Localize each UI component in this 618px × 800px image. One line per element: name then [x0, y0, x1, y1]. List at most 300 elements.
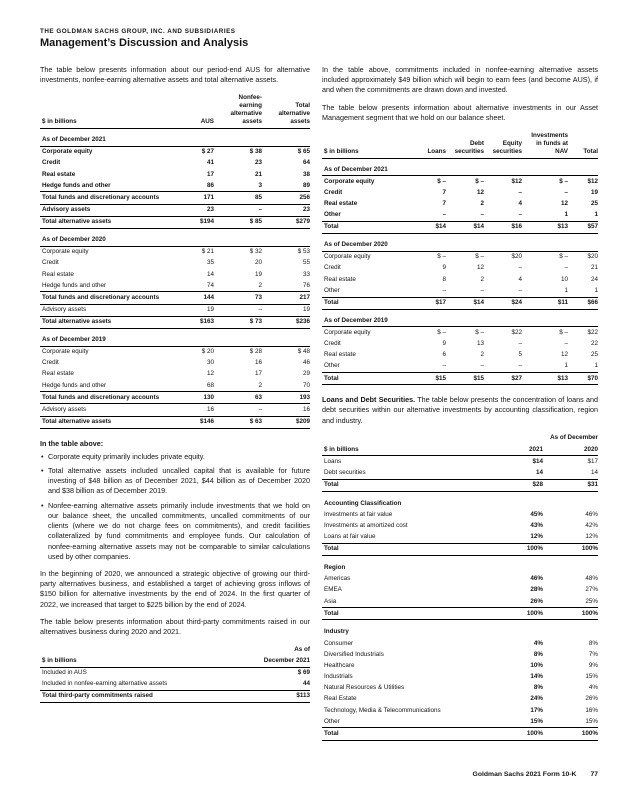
table-row	[40, 146, 310, 158]
table-row	[322, 274, 598, 285]
cell-value: 12	[206, 370, 214, 378]
table-row	[322, 683, 598, 694]
intro-paragraph: The table below presents information about our period-end AUS for alternative investments, nonfee-earning alternative assets and total alternative assets.	[40, 65, 310, 85]
cell-value: 22	[590, 340, 598, 348]
cell-value: –	[518, 188, 522, 196]
table-row	[322, 327, 598, 339]
column-header: Loans	[410, 130, 446, 158]
cell-value: 12	[476, 188, 484, 196]
cell-value: 14%	[530, 673, 543, 681]
cell-value: 46%	[530, 575, 543, 583]
loans-debt-paragraph	[322, 395, 598, 426]
row-label: Industrials	[324, 673, 353, 681]
cell-value: 24%	[530, 695, 543, 703]
cell-value: $ –	[475, 328, 484, 336]
row-label: Corporate equity	[324, 328, 371, 336]
cell-value: $ 85	[214, 216, 262, 228]
cell-value: $163	[166, 316, 214, 328]
cell-value: $12	[587, 177, 598, 185]
cell-value: 16%	[585, 706, 599, 714]
page-header	[40, 28, 598, 49]
cell-value: 1	[594, 211, 598, 219]
total-row	[322, 221, 598, 233]
column-group-row	[322, 433, 598, 444]
cell-value: $66	[568, 297, 598, 309]
row-label: Loans at fair value	[324, 533, 376, 541]
column-group-header: As of	[294, 645, 310, 653]
table-row	[322, 176, 598, 188]
row-label: Advisory assets	[42, 306, 87, 314]
row-label: Advisory assets	[42, 405, 87, 413]
cell-value: 1	[564, 211, 568, 219]
section-header-row	[322, 491, 598, 509]
cell-value: 45%	[530, 510, 543, 518]
total-row	[40, 416, 310, 428]
cell-value: $28	[488, 479, 543, 491]
cell-value: 1	[564, 362, 568, 370]
cell-value: $ 28	[249, 348, 262, 356]
row-label: Total	[322, 608, 488, 620]
row-label: Debt securities	[324, 468, 366, 476]
row-label: Corporate equity	[42, 148, 93, 156]
cell-value: 9	[442, 340, 446, 348]
cell-value: 76	[302, 281, 310, 289]
money-label: $ in billions	[322, 444, 488, 456]
table-row	[322, 596, 598, 608]
cell-value: 2	[480, 351, 484, 359]
cell-value: $ –	[475, 253, 484, 261]
total-row	[322, 373, 598, 385]
row-label: Investments at amortized cost	[324, 522, 408, 530]
section-header-row	[322, 556, 598, 574]
cell-value: 19	[302, 306, 310, 314]
cell-value: $70	[568, 373, 598, 385]
table-row	[40, 369, 310, 380]
cell-value: 10%	[530, 661, 543, 669]
cell-value: 73	[214, 292, 262, 304]
data-table	[40, 92, 310, 428]
row-label: Other	[324, 211, 341, 219]
cell-value: $15	[410, 373, 446, 385]
cell-value: $ 73	[214, 316, 262, 328]
table-row	[322, 263, 598, 274]
cell-value: $ 21	[201, 248, 214, 256]
cell-value: 17	[254, 370, 262, 378]
column-header: Nonfee-earning alternative assets	[214, 92, 262, 128]
cell-value: $ 53	[297, 248, 310, 256]
row-label: Credit	[42, 259, 59, 267]
total-row	[322, 728, 598, 740]
row-label: Total funds and discretionary accounts	[40, 192, 166, 204]
cell-value: 89	[302, 181, 310, 189]
table-row	[322, 585, 598, 596]
row-label: Included in nonfee-earning alternative assets	[42, 680, 168, 688]
row-label: Corporate equity	[324, 253, 371, 261]
table-row	[322, 509, 598, 520]
cell-value: 17%	[530, 706, 543, 714]
cell-value: $ 27	[201, 148, 214, 156]
table-row	[322, 210, 598, 222]
cell-value: 74	[206, 281, 214, 289]
table-row	[322, 694, 598, 705]
cell-value: 171	[166, 192, 214, 204]
two-column-layout	[40, 65, 598, 751]
spacer-cell	[322, 433, 488, 444]
cell-value: 1	[564, 286, 568, 294]
cell-value: 14	[206, 270, 214, 278]
total-row	[322, 608, 598, 620]
page-title: Management’s Discussion and Analysis	[40, 37, 249, 49]
cell-value: $22	[511, 328, 522, 336]
cell-value: 100%	[488, 728, 543, 740]
row-label: Total funds and discretionary accounts	[40, 392, 166, 404]
cell-value: 2	[258, 381, 262, 389]
cell-value: $236	[262, 316, 310, 328]
cell-value: 9	[442, 264, 446, 272]
table-row	[322, 532, 598, 544]
row-label: Real estate	[42, 270, 74, 278]
total-row	[40, 316, 310, 328]
table-row	[322, 660, 598, 671]
cell-value: 4	[518, 200, 522, 208]
row-label: Hedge funds and other	[42, 281, 107, 289]
section-header: As of December 2019	[322, 309, 598, 327]
row-label: Natural Resources & Utilities	[324, 684, 405, 692]
row-label: Diversified Industrials	[324, 650, 384, 658]
row-label: Healthcare	[324, 661, 355, 669]
cell-value: –	[518, 362, 522, 370]
table-row	[322, 251, 598, 263]
table-row	[40, 258, 310, 269]
cell-value: 10	[560, 275, 568, 283]
table-row	[40, 358, 310, 369]
cell-value: –	[258, 206, 262, 214]
cell-value: 130	[166, 392, 214, 404]
cell-value: 42%	[585, 522, 599, 530]
column-group-row	[40, 644, 310, 655]
cell-value: –	[480, 286, 484, 294]
cell-value: 15%	[585, 673, 599, 681]
cell-value: 8	[442, 275, 446, 283]
money-label: $ in billions	[40, 655, 230, 667]
row-label: Credit	[324, 340, 341, 348]
cell-value: 16	[206, 405, 214, 413]
cell-value: 2	[258, 281, 262, 289]
row-label: Total	[322, 373, 410, 385]
row-label: Total	[322, 728, 488, 740]
section-header: Accounting Classification	[324, 499, 402, 507]
row-label: Real estate	[324, 351, 356, 359]
cell-value: $13	[522, 373, 568, 385]
table-row	[40, 180, 310, 192]
total-row	[40, 292, 310, 304]
row-label: Total	[322, 297, 410, 309]
table-row	[40, 158, 310, 169]
cell-value: 4%	[588, 684, 599, 692]
cell-value: 7%	[588, 650, 599, 658]
row-label: Corporate equity	[42, 348, 89, 356]
cell-value: 16	[302, 405, 310, 413]
section-header: As of December 2020	[40, 229, 310, 247]
cell-value: 28%	[530, 586, 543, 594]
cell-value: $12	[511, 177, 522, 185]
concentration-table	[322, 433, 598, 741]
cell-value: $ –	[559, 328, 568, 336]
cell-value: 144	[166, 292, 214, 304]
cell-value: 15%	[530, 717, 543, 725]
cell-value: 217	[262, 292, 310, 304]
cell-value: 27%	[585, 586, 599, 594]
row-label: Investments at fair value	[324, 510, 393, 518]
section-header-row	[322, 234, 598, 252]
cell-value: 64	[302, 159, 310, 167]
cell-value: $20	[511, 253, 522, 261]
cell-value: 21	[254, 170, 262, 178]
cell-value: 5	[518, 351, 522, 359]
row-label: Real Estate	[324, 695, 357, 703]
table-row	[322, 521, 598, 532]
cell-value: 19	[206, 306, 214, 314]
table-row	[40, 380, 310, 392]
column-header: Equity securities	[484, 130, 522, 158]
money-label: $ in billions	[322, 130, 410, 158]
cell-value: –	[518, 264, 522, 272]
row-label: Total alternative assets	[40, 416, 166, 428]
table-row	[40, 679, 310, 691]
data-table	[40, 644, 310, 703]
row-label: Corporate equity	[324, 177, 375, 185]
table-row	[40, 404, 310, 416]
cell-value: 24	[590, 275, 598, 283]
column-header: Total	[568, 130, 598, 158]
cell-value: 100%	[543, 543, 598, 555]
cell-value: –	[518, 286, 522, 294]
table-row	[322, 672, 598, 683]
row-label: Americas	[324, 575, 351, 583]
table-row	[40, 280, 310, 292]
section-header-row	[40, 229, 310, 247]
table-row	[322, 361, 598, 373]
cell-value: $ –	[437, 253, 446, 261]
cell-value: –	[442, 362, 446, 370]
cell-value: $113	[230, 690, 310, 702]
table-row	[40, 169, 310, 180]
row-label: Corporate equity	[42, 248, 89, 256]
commitments-table	[40, 644, 310, 703]
cell-value: 14	[591, 468, 599, 476]
cell-value: $ 48	[297, 348, 310, 356]
table-row	[322, 649, 598, 660]
table-row	[322, 638, 598, 649]
table-row	[322, 199, 598, 210]
cell-value: –	[442, 286, 446, 294]
row-label: Included in AUS	[42, 669, 87, 677]
total-row	[40, 392, 310, 404]
cell-value: 12%	[585, 533, 599, 541]
section-header-row	[322, 158, 598, 176]
row-label: Credit	[324, 264, 341, 272]
column-header: AUS	[166, 92, 214, 128]
cell-value: $ 20	[201, 348, 214, 356]
cell-value: $14	[446, 297, 484, 309]
table-row	[322, 705, 598, 716]
cell-value: –	[480, 362, 484, 370]
cell-value: –	[564, 188, 568, 196]
section-header: As of December 2021	[40, 129, 310, 147]
cell-value: –	[564, 340, 568, 348]
cell-value: 8%	[533, 684, 543, 692]
table-row	[322, 716, 598, 728]
cell-value: 12%	[530, 533, 543, 541]
cell-value: 15%	[585, 717, 599, 725]
section-header: Region	[324, 564, 346, 572]
cell-value: 100%	[543, 608, 598, 620]
cell-value: –	[518, 340, 522, 348]
strategy-paragraph: In the beginning of 2020, we announced a strategic objective of growing our third-party alternatives business, and established a target of achieving gross inflows of $150 billion for alternative investments by the end of 2024. In the first quarter of 2022, we increased that target to $225 billion by the end of 2024.	[40, 568, 310, 609]
cell-value: $57	[568, 221, 598, 233]
table-row	[40, 246, 310, 258]
cell-value: 25%	[585, 597, 599, 605]
cell-value: 46%	[585, 510, 599, 518]
total-row	[322, 297, 598, 309]
column-header: 2020	[543, 444, 598, 456]
row-label: Credit	[42, 359, 59, 367]
cell-value: $ 65	[297, 148, 310, 156]
cell-value: 1	[594, 362, 598, 370]
cell-value: 30	[206, 359, 214, 367]
company-name-line: THE GOLDMAN SACHS GROUP, INC. AND SUBSIDIARIES	[40, 28, 236, 35]
cell-value: $11	[522, 297, 568, 309]
column-header-row	[322, 130, 598, 158]
row-label: Hedge funds and other	[42, 181, 111, 189]
cell-value: $14	[532, 457, 543, 465]
row-label: Total	[322, 543, 488, 555]
cell-value: –	[258, 405, 262, 413]
cell-value: 35	[206, 259, 214, 267]
row-label: Consumer	[324, 639, 354, 647]
cell-value: 7	[442, 188, 446, 196]
section-header-row	[322, 309, 598, 327]
cell-value: 100%	[543, 728, 598, 740]
cell-value: $279	[262, 216, 310, 228]
cell-value: 26%	[585, 695, 599, 703]
cell-value: 25	[590, 200, 598, 208]
table-row	[40, 204, 310, 216]
cell-value: $ 32	[249, 248, 262, 256]
cell-value: 3	[258, 181, 262, 189]
row-label: Asia	[324, 597, 337, 605]
total-row	[40, 192, 310, 204]
cell-value: 7	[442, 200, 446, 208]
cell-value: $ –	[559, 253, 568, 261]
row-label: Total alternative assets	[40, 216, 166, 228]
data-table	[322, 130, 598, 385]
row-label: Advisory assets	[42, 206, 91, 214]
spacer-cell	[40, 644, 230, 655]
right-column	[322, 65, 598, 751]
cell-value: 55	[302, 259, 310, 267]
cell-value: 8%	[588, 639, 599, 647]
table-row	[322, 350, 598, 361]
cell-value: $14	[410, 221, 446, 233]
cell-value: 100%	[488, 543, 543, 555]
total-row	[40, 216, 310, 228]
row-label: Loans	[324, 457, 342, 465]
cell-value: –	[564, 264, 568, 272]
section-header-row	[322, 620, 598, 638]
cell-value: 13	[476, 340, 484, 348]
table-row	[40, 667, 310, 679]
cell-value: 9%	[588, 661, 599, 669]
cell-value: $146	[166, 416, 214, 428]
cell-value: 23	[302, 206, 310, 214]
section-header: As of December 2021	[322, 158, 598, 176]
cell-value: $194	[166, 216, 214, 228]
cell-value: 46	[302, 359, 310, 367]
cell-value: $ –	[437, 328, 446, 336]
table-row	[40, 269, 310, 280]
cell-value: 38	[302, 170, 310, 178]
column-group-header: As of December	[550, 434, 599, 442]
row-label: Hedge funds and other	[42, 381, 107, 389]
cell-value: $13	[522, 221, 568, 233]
cell-value: –	[442, 211, 446, 219]
money-label: $ in billions	[40, 92, 166, 128]
cell-value: $ –	[559, 177, 568, 185]
cell-value: –	[518, 211, 522, 219]
cell-value: 4%	[533, 639, 543, 647]
cell-value: $ 63	[214, 416, 262, 428]
cell-value: 2	[480, 275, 484, 283]
cell-value: $17	[410, 297, 446, 309]
row-label: Other	[324, 362, 340, 370]
cell-value: $20	[587, 253, 598, 261]
section-header-row	[40, 129, 310, 147]
cell-value: 100%	[488, 608, 543, 620]
cell-value: 12	[560, 200, 568, 208]
cell-value: 193	[262, 392, 310, 404]
cell-value: $27	[484, 373, 522, 385]
section-header: As of December 2019	[40, 328, 310, 346]
cell-value: $209	[262, 416, 310, 428]
left-column	[40, 65, 310, 713]
cell-value: 70	[302, 381, 310, 389]
cell-value: 29	[302, 370, 310, 378]
cell-value: $15	[446, 373, 484, 385]
cell-value: 4	[518, 275, 522, 283]
cell-value: 14	[535, 468, 543, 476]
cell-value: 21	[590, 264, 598, 272]
cell-value: 33	[302, 270, 310, 278]
cell-value: 23	[206, 206, 214, 214]
cell-value: 19	[590, 188, 598, 196]
cell-value: 12	[560, 351, 568, 359]
note-bullet: • Corporate equity primarily includes private equity.	[40, 452, 310, 462]
cell-value: $ –	[437, 177, 446, 185]
cell-value: $22	[587, 328, 598, 336]
cell-value: 12	[476, 264, 484, 272]
cell-value: $17	[587, 457, 599, 465]
cell-value: 20	[254, 259, 262, 267]
cell-value: 23	[254, 159, 262, 167]
table-row	[322, 574, 598, 585]
section-header: Industry	[324, 628, 349, 636]
cell-value: 6	[442, 351, 446, 359]
row-label: Real estate	[324, 275, 356, 283]
cell-value: $ 69	[297, 669, 310, 677]
cell-value: 17	[206, 170, 214, 178]
cell-value: $ –	[475, 177, 484, 185]
